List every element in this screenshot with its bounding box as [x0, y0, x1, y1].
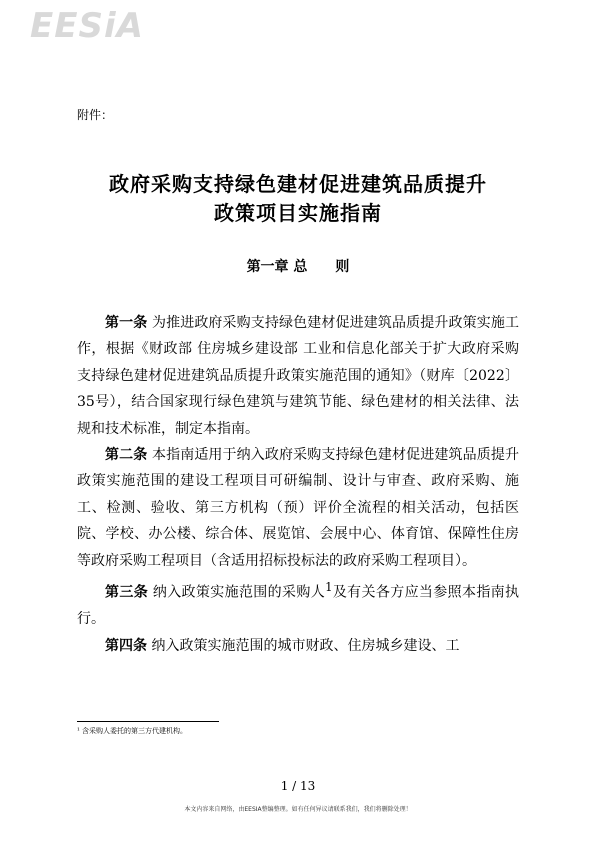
footnote-divider	[77, 721, 219, 722]
document-title-line-2: 政策项目实施指南	[214, 201, 382, 225]
document-title-line-1: 政府采购支持绿色建材促进建筑品质提升	[109, 172, 487, 196]
page-number: 1 / 13	[280, 779, 316, 793]
eesia-logo: EESiA	[30, 6, 144, 46]
article-text: 及有关各方应当参照本指南执行。	[77, 584, 520, 628]
article-2	[77, 442, 519, 574]
article-text: 本指南适用于纳入政府采购支持绿色建材促进建筑品质提升政策实施范围的建设工程项目可研编制、设计与审查、政府采购、施工、检测、验收、第三方机构（预）评价全流程的相关活动，包括医院、学校、办公楼、综合体、展览馆、会展中心、体育馆、保障性住房等政府采购工程项目（含适用招标投标法的政府采购工程项目）。	[77, 447, 520, 569]
footnote-text: ¹ 含采购人委托的第三方代建机构。	[77, 727, 188, 735]
document-body	[77, 310, 519, 659]
article-3	[77, 574, 519, 632]
chapter-heading: 第一章 总 则	[246, 259, 350, 275]
article-4	[77, 633, 519, 659]
footnote-reference[interactable]: 1	[325, 580, 333, 595]
article-label: 第三条	[105, 584, 149, 601]
article-text: 纳入政策实施范围的城市财政、住房城乡建设、工	[147, 637, 460, 654]
source-disclaimer: 本文内容来自网络，由EESIA整编整理。如有任何异议请联系我们，我们将删除处理！	[184, 806, 412, 813]
article-label: 第四条	[105, 637, 147, 654]
article-label: 第一条	[105, 315, 148, 331]
attachment-label: 附件：	[77, 108, 114, 122]
article-text: 纳入政策实施范围的采购人	[148, 584, 326, 601]
article-label: 第二条	[105, 447, 148, 464]
article-1	[77, 310, 519, 442]
article-text: 为推进政府采购支持绿色建材促进建筑品质提升政策实施工作，根据《财政部 住房城乡建设部 工业和信息化部关于扩大政府采购支持绿色建材促进建筑品质提升政策实施范围的通知》（财库〔2022〕35号），结合国家现行绿色建筑与建筑节能、绿色建材的相关法律、法规和技术标准，制定本指南。	[77, 315, 520, 437]
